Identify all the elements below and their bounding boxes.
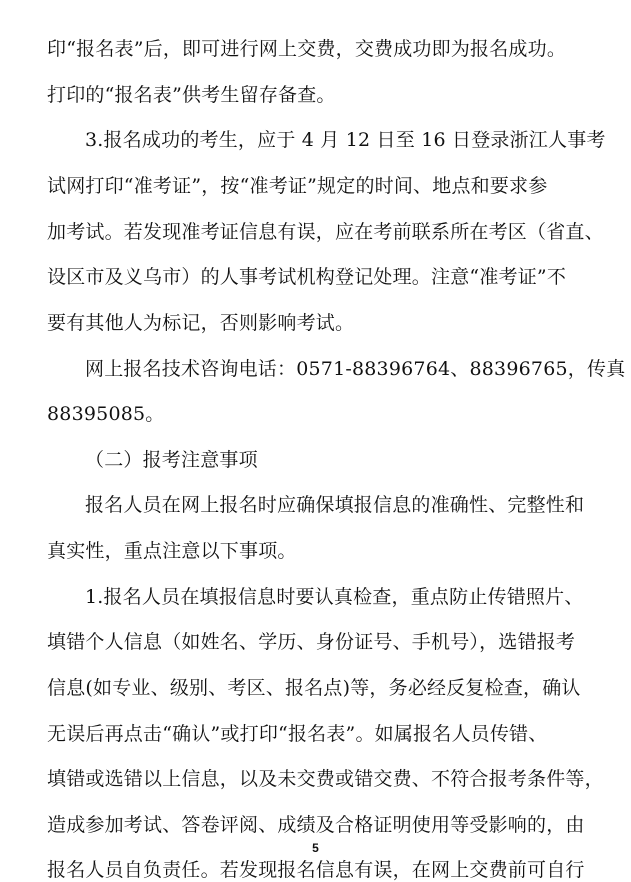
text-line: 无误后再点击“确认”或打印“报名表”。如属报名人员传错、 [47, 723, 548, 745]
text-line: 要有其他人为标记，否则影响考试。 [47, 312, 355, 334]
text-line: 设区市及义乌市）的人事考试机构登记处理。注意“准考证”不 [47, 266, 567, 288]
text-line: 1.报名人员在填报信息时要认真检查，重点防止传错照片、 [85, 586, 584, 608]
text-line: 网上报名技术咨询电话：0571-88396764、88396765，传真 [85, 358, 626, 380]
text-line: 打印的“报名表”供考生留存备查。 [47, 84, 336, 106]
text-line: 填错或选错以上信息，以及未交费或错交费、不符合报考条件等， [47, 768, 604, 790]
section-heading: （二）报考注意事项 [85, 449, 258, 471]
text-line: 填错个人信息（如姓名、学历、身份证号、手机号），选错报考 [47, 631, 576, 653]
text-line: 加考试。若发现准考证信息有误，应在考前联系所在考区（省直、 [47, 221, 604, 243]
text-line: 造成参加考试、答卷评阅、成绩及合格证明使用等受影响的，由 [47, 814, 585, 836]
text-line: 报名人员自负责任。若发现报名信息有误，在网上交费前可自行 [47, 859, 585, 881]
text-line: 信息(如专业、级别、考区、报名点)等，务必经反复检查，确认 [47, 677, 581, 699]
text-line: 3.报名成功的考生，应于 4 月 12 日至 16 日登录浙江人事考 [85, 129, 606, 151]
page-number: 5 [312, 841, 319, 855]
text-line: 印“报名表”后，即可进行网上交费，交费成功即为报名成功。 [47, 38, 567, 60]
text-line: 88395085。 [47, 403, 165, 425]
text-line: 报名人员在网上报名时应确保填报信息的准确性、完整性和 [85, 494, 585, 516]
text-line: 真实性，重点注意以下事项。 [47, 540, 297, 562]
text-line: 试网打印“准考证”，按“准考证”规定的时间、地点和要求参 [47, 175, 548, 197]
